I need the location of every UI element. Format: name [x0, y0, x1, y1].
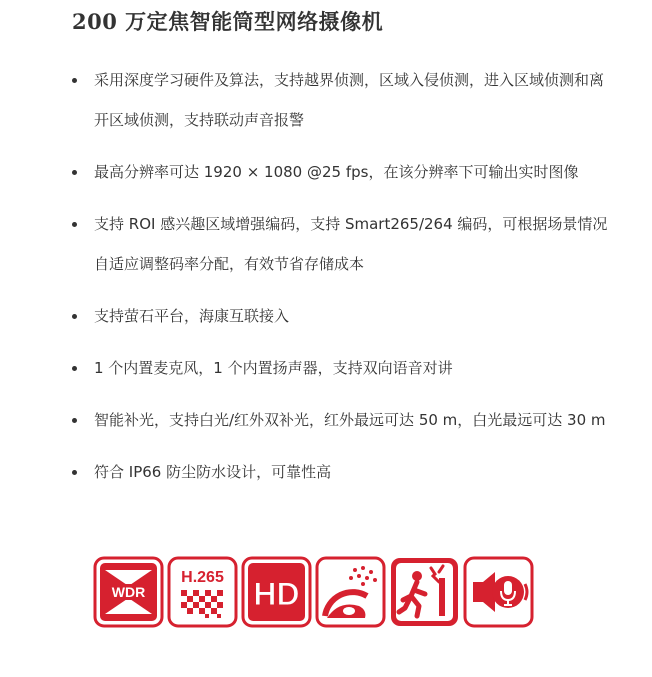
- list-item: 支持 ROI 感兴趣区域增强编码，支持 Smart265/264 编码，可根据场景情况自适应调整码率分配，有效节省存储成本: [72, 204, 612, 284]
- intrusion-detection-icon: [389, 556, 460, 628]
- h265-icon: [167, 556, 238, 628]
- waterproof-icon: [315, 556, 386, 628]
- hd-icon: [241, 556, 312, 628]
- feature-icon-row: [93, 556, 534, 628]
- list-item: 智能补光，支持白光/红外双补光，红外最远可达 50 m，白光最远可达 30 m: [72, 400, 612, 440]
- list-item: 1 个内置麦克风，1 个内置扬声器，支持双向语音对讲: [72, 348, 612, 388]
- h265-label: H.265: [181, 569, 224, 586]
- wdr-label: WDR: [111, 584, 146, 600]
- list-item: 采用深度学习硬件及算法，支持越界侦测，区域入侵侦测，进入区域侦测和离开区域侦测，支持联动声音报警: [72, 60, 612, 140]
- list-item: 最高分辨率可达 1920 × 1080 @25 fps，在该分辨率下可输出实时图像: [72, 152, 612, 192]
- page-title: 200 万定焦智能筒型网络摄像机: [72, 9, 384, 34]
- two-way-audio-icon: [463, 556, 534, 628]
- list-item: 符合 IP66 防尘防水设计，可靠性高: [72, 452, 612, 492]
- list-item: 支持萤石平台，海康互联接入: [72, 296, 612, 336]
- feature-list: [72, 60, 612, 504]
- hd-label: HD: [253, 576, 300, 612]
- wdr-icon: [93, 556, 164, 628]
